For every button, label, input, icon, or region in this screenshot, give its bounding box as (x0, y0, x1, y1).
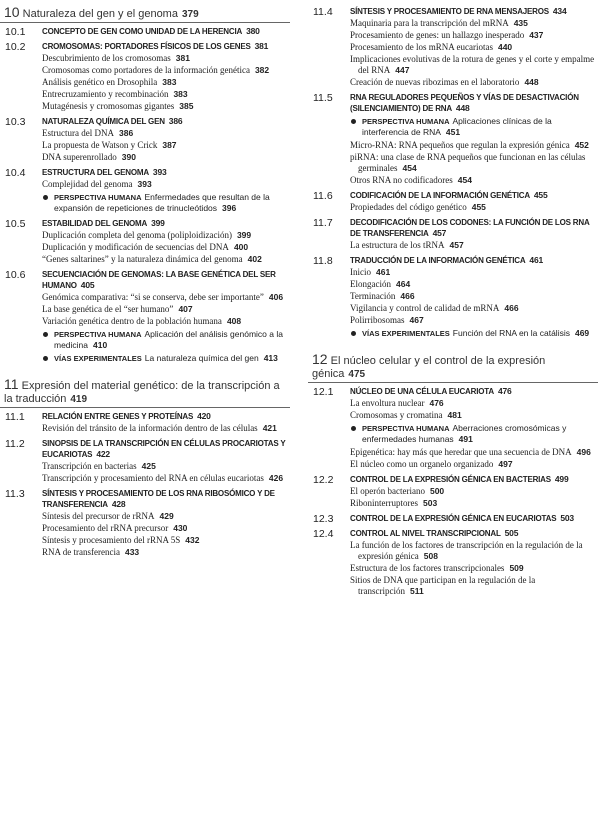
entry-page: 421 (262, 423, 277, 433)
section-title (350, 190, 598, 201)
entry-text: Revisión del tránsito de la información dentro de las células (42, 423, 258, 433)
chapter-heading (0, 6, 290, 23)
section-number: 11.5 (313, 92, 333, 104)
section-title-text: NATURALEZA QUÍMICA DEL GEN (42, 117, 165, 126)
section-title-text: CONTROL AL NIVEL TRANSCRIPCIONAL (350, 529, 501, 538)
toc-entry (350, 410, 598, 421)
entry-page: 435 (513, 18, 528, 28)
section-page: 399 (151, 218, 165, 228)
entry-text: Aplicación del análisis genómico a la medicina (54, 329, 283, 350)
section-title-text: CONTROL DE LA EXPRESIÓN GÉNICA EN BACTERIAS (350, 475, 551, 484)
entry-page: 433 (124, 547, 140, 557)
entry-text: Creación de nuevas ribozimas en el laboratorio (350, 77, 520, 87)
toc-entry (350, 77, 598, 88)
entry-text: Síntesis del precursor de rRNA (42, 511, 155, 521)
entry-page: 454 (402, 163, 417, 173)
section-title (42, 269, 290, 291)
bullet-dot-icon (351, 119, 356, 124)
toc-section (308, 474, 598, 509)
entry-page: 406 (268, 292, 284, 302)
section-number: 11.1 (5, 411, 25, 423)
toc-entry (350, 447, 598, 458)
toc-entry (350, 398, 598, 409)
toc-section (0, 167, 290, 214)
toc-section (0, 116, 290, 163)
entry-page: 461 (376, 267, 391, 277)
toc-section (308, 92, 598, 186)
section-title (350, 513, 598, 524)
entry-page: 381 (175, 53, 190, 63)
entry-text: Epigenética: hay más que heredar que una secuencia de DNA (350, 447, 572, 457)
entry-page: 407 (178, 304, 193, 314)
section-title-text: SINOPSIS DE LA TRANSCRIPCIÓN EN CÉLULAS PROCARIOTAS Y EUCARIOTAS (42, 439, 286, 459)
entry-text: Aberraciones cromosómicas y enfermedades humanas (362, 423, 567, 444)
toc-entry (350, 202, 598, 213)
entry-page: 413 (263, 353, 278, 363)
section-title-text: NÚCLEO DE UNA CÉLULA EUCARIOTA (350, 387, 494, 396)
entry-text: Síntesis y procesamiento del rRNA 5S (42, 535, 181, 545)
toc-left-column (0, 0, 290, 562)
section-title (350, 474, 598, 485)
toc-entry (42, 423, 290, 434)
entry-page: 466 (400, 291, 415, 301)
section-title-text: RELACIÓN ENTRE GENES Y PROTEÍNAS (42, 412, 194, 421)
section-title-text: SECUENCIACIÓN DE GENOMAS: LA BASE GENÉTICA DEL SER HUMANO (42, 270, 276, 290)
entry-page: 399 (236, 230, 252, 240)
bullet-dot-icon (43, 356, 48, 361)
entry-text: La propuesta de Watson y Crick (42, 140, 158, 150)
entry-page: 385 (179, 101, 194, 111)
chapter-page: 475 (348, 369, 366, 380)
toc-entry (350, 540, 598, 562)
entry-text: La envoltura nuclear (350, 398, 425, 408)
bullet-dot-icon (43, 332, 48, 337)
section-page: 386 (168, 116, 183, 126)
toc-entry (350, 54, 598, 76)
toc-entry (42, 304, 290, 315)
toc-section (0, 488, 290, 558)
entry-page: 432 (185, 535, 200, 545)
toc-entry (350, 152, 598, 174)
entry-text: Descubrimiento de los cromosomas (42, 53, 171, 63)
entry-page: 454 (457, 175, 472, 185)
chapter-page: 419 (70, 394, 88, 405)
feature-label: VÍAS EXPERIMENTALES (54, 354, 142, 363)
entry-text: La estructura de los tRNA (350, 240, 445, 250)
entry-text: El operón bacteriano (350, 486, 425, 496)
toc-entry (350, 175, 598, 186)
toc-entry (42, 511, 290, 522)
entry-page: 451 (445, 127, 461, 137)
toc-entry (42, 523, 290, 534)
feature-box-entry (42, 329, 290, 351)
section-title-text: SÍNTESIS Y PROCESAMIENTO DE LOS RNA RIBOSÓMICO Y DE TRANSFERENCIA (42, 489, 275, 509)
entry-page: 466 (504, 303, 519, 313)
section-page: 428 (111, 499, 126, 509)
bullet-dot-icon (351, 426, 356, 431)
feature-label: VÍAS EXPERIMENTALES (362, 329, 450, 338)
entry-page: 447 (395, 65, 410, 75)
section-page: 381 (254, 41, 269, 51)
toc-section (0, 269, 290, 364)
toc-entry (42, 101, 290, 112)
section-number: 12.4 (313, 528, 334, 540)
toc-entry (350, 498, 598, 509)
feature-box-entry (42, 192, 290, 214)
toc-right-column (308, 0, 598, 601)
section-number: 11.7 (313, 217, 333, 229)
entry-page: 382 (254, 65, 270, 75)
entry-page: 390 (121, 152, 136, 162)
chapter-title: Naturaleza del gen y el genoma (22, 8, 178, 20)
entry-page: 425 (141, 461, 156, 471)
section-title (42, 488, 290, 510)
toc-entry (350, 18, 598, 29)
entry-page: 402 (247, 254, 262, 264)
section-page: 499 (554, 474, 569, 484)
section-page: 455 (533, 190, 548, 200)
toc-section (0, 411, 290, 434)
toc-entry (350, 459, 598, 470)
chapter-number: 12 (312, 351, 328, 367)
section-number: 11.6 (313, 190, 333, 202)
entry-page: 429 (159, 511, 174, 521)
entry-text: Vigilancia y control de calidad de mRNA (350, 303, 500, 313)
section-title-text: ESTABILIDAD DEL GENOMA (42, 219, 148, 228)
toc-entry (350, 140, 598, 151)
entry-text: Procesamiento del rRNA precursor (42, 523, 169, 533)
toc-section (0, 438, 290, 484)
bullet-dot-icon (351, 331, 356, 336)
entry-text: “Genes saltarines” y la naturaleza dinámica del genoma (42, 254, 243, 264)
toc-section (0, 41, 290, 112)
entry-page: 503 (423, 498, 438, 508)
entry-page: 500 (429, 486, 445, 496)
toc-entry (350, 291, 598, 302)
toc-entry (42, 77, 290, 88)
toc-entry (42, 316, 290, 327)
section-number: 10.6 (5, 269, 26, 281)
entry-page: 464 (396, 279, 411, 289)
section-title (350, 217, 598, 239)
section-title (350, 528, 598, 539)
entry-page: 491 (458, 434, 473, 444)
toc-entry (350, 486, 598, 497)
feature-label: PERSPECTIVA HUMANA (54, 330, 142, 339)
section-page: 420 (197, 411, 211, 421)
entry-text: Aplicaciones clínicas de la interferencia de RNA (362, 116, 552, 137)
chapter-number: 11 (4, 376, 19, 392)
section-number: 12.2 (313, 474, 334, 486)
entry-page: 457 (449, 240, 464, 250)
entry-text: El núcleo como un organelo organizado (350, 459, 494, 469)
toc-entry (42, 140, 290, 151)
section-title-text: DECODIFICACIÓN DE LOS CODONES: LA FUNCIÓN DE LOS RNA DE TRANSFERENCIA (350, 218, 590, 238)
feature-label: PERSPECTIVA HUMANA (362, 117, 450, 126)
toc-entry (350, 303, 598, 314)
toc-entry (42, 230, 290, 241)
bullet-dot-icon (43, 195, 48, 200)
entry-page: 448 (524, 77, 539, 87)
section-title (42, 411, 290, 422)
entry-page: 400 (233, 242, 249, 252)
section-page: 457 (432, 228, 447, 238)
section-title (42, 438, 290, 460)
feature-box-entry (350, 116, 598, 138)
toc-entry (42, 547, 290, 558)
entry-page: 509 (509, 563, 524, 573)
toc-entry (350, 240, 598, 251)
entry-page: 386 (118, 128, 134, 138)
toc-entry (42, 89, 290, 100)
section-title (350, 92, 598, 114)
section-title (42, 167, 290, 178)
toc-entry (42, 292, 290, 303)
toc-entry (350, 563, 598, 574)
entry-text: piRNA: una clase de RNA pequeños que funcionan en las células germinales (350, 152, 586, 173)
section-page: 393 (152, 167, 167, 177)
toc-entry (350, 315, 598, 326)
entry-text: Mutagénesis y cromosomas gigantes (42, 101, 175, 111)
toc-section (308, 190, 598, 213)
entry-text: RNA de transferencia (42, 547, 120, 557)
toc-section (308, 217, 598, 251)
section-number: 11.3 (5, 488, 25, 500)
section-page: 405 (80, 280, 95, 290)
section-title (42, 26, 290, 37)
entry-page: 410 (93, 340, 108, 350)
entry-text: Análisis genético en Drosophila (42, 77, 158, 87)
entry-text: Transcripción en bacterias (42, 461, 137, 471)
section-number: 12.1 (313, 386, 334, 398)
entry-text: Micro-RNA: RNA pequeños que regulan la expresión génica (350, 140, 570, 150)
toc-section (308, 6, 598, 88)
section-title (42, 41, 290, 52)
section-title (350, 255, 598, 266)
entry-text: Variación genética dentro de la población humana (42, 316, 222, 326)
chapter-number: 10 (4, 4, 20, 20)
entry-page: 393 (137, 179, 152, 189)
entry-text: Duplicación y modificación de secuencias del DNA (42, 242, 229, 252)
section-number: 10.1 (5, 26, 26, 38)
entry-text: Función del RNA en la catálisis (452, 328, 570, 338)
entry-text: Transcripción y procesamiento del RNA en células eucariotas (42, 473, 264, 483)
entry-text: La naturaleza química del gen (144, 353, 259, 363)
section-number: 10.2 (5, 41, 26, 53)
section-title (42, 218, 290, 229)
entry-text: Procesamiento de genes: un hallazgo inesperado (350, 30, 525, 40)
entry-text: Maquinaria para la transcripción del mRNA (350, 18, 509, 28)
section-title-text: ESTRUCTURA DEL GENOMA (42, 168, 149, 177)
entry-page: 426 (268, 473, 284, 483)
entry-text: Terminación (350, 291, 396, 301)
entry-page: 476 (429, 398, 444, 408)
feature-label: PERSPECTIVA HUMANA (362, 424, 450, 433)
section-number: 11.2 (5, 438, 25, 450)
entry-text: Sitios de DNA que participan en la regulación de la transcripción (350, 575, 536, 596)
section-page: 380 (246, 26, 260, 36)
section-title-text: TRADUCCIÓN DE LA INFORMACIÓN GENÉTICA (350, 256, 526, 265)
entry-text: Duplicación completa del genoma (poliploidización) (42, 230, 232, 240)
section-title (350, 386, 598, 397)
entry-text: Riboninterruptores (350, 498, 418, 508)
entry-text: Estructura del DNA (42, 128, 114, 138)
entry-text: Procesamiento de los mRNA eucariotas (350, 42, 493, 52)
toc-section (0, 26, 290, 37)
feature-box-entry (350, 328, 598, 339)
section-page: 434 (552, 6, 567, 16)
entry-text: Estructura de los factores transcripcionales (350, 563, 505, 573)
toc-entry (350, 30, 598, 41)
chapter-heading (308, 353, 598, 383)
section-title-text: CONTROL DE LA EXPRESIÓN GÉNICA EN EUCARIOTAS (350, 514, 557, 523)
toc-entry (42, 242, 290, 253)
entry-page: 469 (574, 328, 590, 338)
entry-page: 440 (497, 42, 513, 52)
section-page: 505 (504, 528, 519, 538)
section-page: 448 (455, 103, 470, 113)
toc-chapter (308, 353, 598, 597)
entry-page: 383 (173, 89, 188, 99)
toc-entry (350, 279, 598, 290)
entry-text: Entrecruzamiento y recombinación (42, 89, 169, 99)
section-title-text: CONCEPTO DE GEN COMO UNIDAD DE LA HERENCIA (42, 27, 243, 36)
toc-entry (42, 535, 290, 546)
toc-entry (42, 179, 290, 190)
toc-chapter (308, 6, 598, 339)
entry-page: 437 (529, 30, 544, 40)
entry-text: Enfermedades que resultan de la expansión de repeticiones de trinucleótidos (54, 192, 270, 213)
feature-box-entry (350, 423, 598, 445)
feature-label: PERSPECTIVA HUMANA (54, 193, 142, 202)
entry-text: Genómica comparativa: “si se conserva, debe ser importante” (42, 292, 264, 302)
section-number: 10.4 (5, 167, 26, 179)
section-page: 461 (529, 255, 544, 265)
entry-text: Polirribosomas (350, 315, 405, 325)
entry-text: La base genética de el “ser humano” (42, 304, 174, 314)
toc-entry (42, 461, 290, 472)
entry-page: 387 (162, 140, 177, 150)
chapter-title: El núcleo celular y el control de la expresión génica (312, 355, 546, 380)
entry-text: Complejidad del genoma (42, 179, 133, 189)
section-title-text: CROMOSOMAS: PORTADORES FÍSICOS DE LOS GENES (42, 42, 251, 51)
entry-page: 508 (423, 551, 438, 561)
entry-text: Inicio (350, 267, 371, 277)
toc-section (308, 386, 598, 470)
toc-entry (42, 152, 290, 163)
section-page: 422 (96, 449, 110, 459)
entry-page: 511 (409, 586, 424, 596)
chapter-page: 379 (181, 9, 199, 20)
toc-section (308, 255, 598, 339)
section-page: 476 (497, 386, 512, 396)
section-number: 10.3 (5, 116, 26, 128)
chapter-heading (0, 378, 290, 408)
section-title (42, 116, 290, 127)
entry-page: 430 (173, 523, 188, 533)
toc-entry (350, 575, 598, 597)
feature-box-entry (42, 353, 290, 364)
entry-text: DNA superenrollado (42, 152, 117, 162)
toc-entry (42, 254, 290, 265)
toc-section (0, 218, 290, 265)
entry-text: La función de los factores de transcripción en la regulación de la expresión génica (350, 540, 583, 561)
toc-entry (42, 65, 290, 76)
section-number: 12.3 (313, 513, 334, 525)
toc-chapter (0, 6, 290, 364)
toc-entry (42, 53, 290, 64)
section-title (350, 6, 598, 17)
entry-page: 452 (574, 140, 589, 150)
entry-text: Propiedades del código genético (350, 202, 467, 212)
section-title-text: CODIFICACIÓN DE LA INFORMACIÓN GENÉTICA (350, 191, 530, 200)
entry-text: Implicaciones evolutivas de la rotura de genes y el corte y empalme del RNA (350, 54, 595, 75)
entry-text: Cromosomas y cromatina (350, 410, 443, 420)
section-number: 11.4 (313, 6, 333, 18)
toc-section (308, 513, 598, 524)
entry-text: Elongación (350, 279, 391, 289)
chapter-title: Expresión del material genético: de la transcripción a la traducción (4, 380, 280, 405)
entry-text: Cromosomas como portadores de la información genética (42, 65, 250, 75)
section-title-text: SÍNTESIS Y PROCESAMIENTO DE RNA MENSAJEROS (350, 7, 549, 16)
section-page: 503 (560, 513, 574, 523)
section-number: 10.5 (5, 218, 26, 230)
toc-entry (350, 267, 598, 278)
toc-entry (350, 42, 598, 53)
entry-page: 396 (222, 203, 237, 213)
entry-page: 408 (226, 316, 242, 326)
entry-page: 455 (471, 202, 486, 212)
entry-page: 383 (162, 77, 177, 87)
section-title-text: RNA REGULADORES PEQUEÑOS Y VÍAS DE DESACTIVACIÓN (SILENCIAMIENTO) DE RNA (350, 93, 579, 113)
section-number: 11.8 (313, 255, 333, 267)
toc-chapter (0, 378, 290, 558)
entry-page: 481 (447, 410, 462, 420)
entry-page: 467 (409, 315, 424, 325)
entry-text: Otros RNA no codificadores (350, 175, 453, 185)
toc-entry (42, 473, 290, 484)
toc-section (308, 528, 598, 597)
entry-page: 497 (498, 459, 513, 469)
toc-entry (42, 128, 290, 139)
entry-page: 496 (576, 447, 591, 457)
